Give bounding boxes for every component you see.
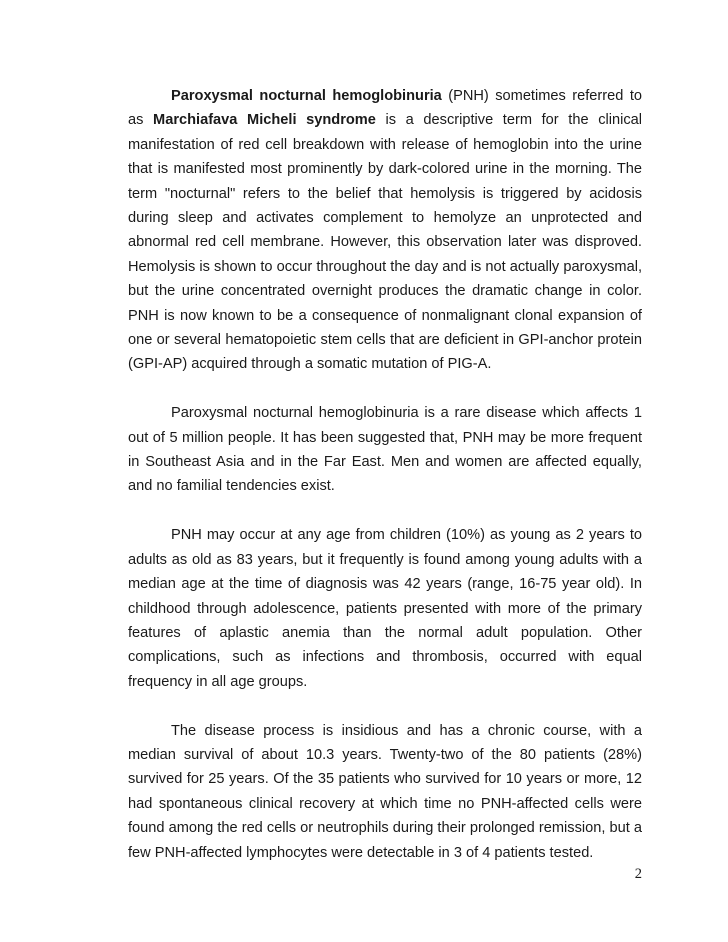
paragraph-pnh-definition [128,84,642,377]
document-body [128,84,642,865]
page-number: 2 [634,866,642,882]
term-pnh: Paroxysmal nocturnal hemoglobinuria [171,88,442,104]
paragraph-text: (PNH) sometimes referred to as [128,88,642,129]
paragraph-text: is a descriptive term for the clinical manifestation of red cell breakdown with release of hemoglobin into the urine that is manifested most prominently by dark-colored urine in the morning. The term "nocturnal" refers to the belief that hemolysis is triggered by acidosis during sleep and activates complement to hemolyze an unprotected and abnormal red cell membrane. However, this observation later was disproved. Hemolysis is shown to occur throughout the day and is not actually paroxysmal, but the urine concentrated overnight produces the dramatic change in color. PNH is now known to be a consequence of nonmalignant clonal expansion of one or several hematopoietic stem cells that are deficient in GPI-anchor protein (GPI-AP) acquired through a somatic mutation of PIG-A. [128,112,642,373]
paragraph-epidemiology: Paroxysmal nocturnal hemoglobinuria is a rare disease which affects 1 out of 5 million people. It has been suggested that, PNH may be more frequent in Southeast Asia and in the Far East. Men and women are affected equally, and no familial tendencies exist. [128,405,642,495]
term-marchiafava-micheli: Marchiafava Micheli syndrome [153,112,376,129]
paragraph-disease-course: The disease process is insidious and has a chronic course, with a median survival of about 10.3 years. Twenty-two of the 80 patients (28%) survived for 25 years. Of the 35 patients who survived for 10 years or more, 12 had spontaneous clinical recovery at which time no PNH-affected cells were found among the red cells or neutrophils during their prolonged remission, but a few PNH-affected lymphocytes were detectable in 3 of 4 patients tested. [128,722,642,861]
paragraph-age-distribution: PNH may occur at any age from children (10%) as young as 2 years to adults as old as 83 years, but it frequently is found among young adults with a median age at the time of diagnosis was 42 years (range, 16-75 year old). In childhood through adolescence, patients presented with more of the primary features of aplastic anemia than the normal adult population. Other complications, such as infections and thrombosis, occurred with equal frequency in all age groups. [128,527,642,690]
